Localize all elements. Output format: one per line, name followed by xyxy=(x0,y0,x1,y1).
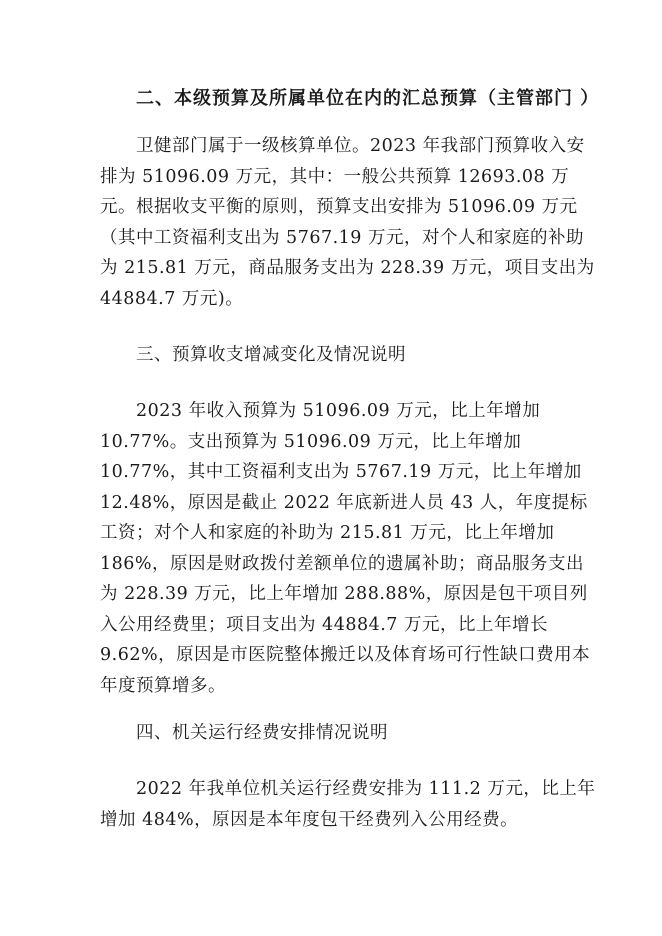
section-2-body: 卫健部门属于一级核算单位。2023 年我部门预算收入安排为 51096.09 万元，其中：一般公共预算 12693.08 万元。根据收支平衡的原则，预算支出安排为 51096.09 万元（其中工资福利支出为 5767.19 万元，对个人和家庭的补助为 215.81 万元，商品服务支出为 228.39 万元，项目支出为 44884.7 万元)。 xyxy=(100,136,595,309)
section-3-title: 三、预算收支增减变化及情况说明 xyxy=(136,345,406,365)
section-3-body: 2023 年收入预算为 51096.09 万元，比上年增加 10.77%。支出预算为 51096.09 万元，比上年增加 10.77%，其中工资福利支出为 5767.19 万元，比上年增加 12.48%，原因是截止 2022 年底新进人员 43 人，年度提标工资；对个人和家庭的补助为 215.81 万元，比上年增加 186%，原因是财政拨付差额单位的遗属补助；商品服务支出为 228.39 万元，比上年增加 288.88%，原因是包干项目列入公用经费里；项目支出为 44884.7 万元，比上年增长 9.62%，原因是市医院整体搬迁以及体育场可行性缺口费用本年度预算增多。 xyxy=(100,401,591,696)
section-4-body: 2022 年我单位机关运行经费安排为 111.2 万元，比上年增加 484%，原因是本年度包干经费列入公用经费。 xyxy=(100,779,596,830)
section-4-title: 四、机关运行经费安排情况说明 xyxy=(136,723,388,743)
document-page xyxy=(100,84,600,835)
section-2-title: 二、本级预算及所属单位在内的汇总预算（主管部门 ） xyxy=(136,88,600,109)
